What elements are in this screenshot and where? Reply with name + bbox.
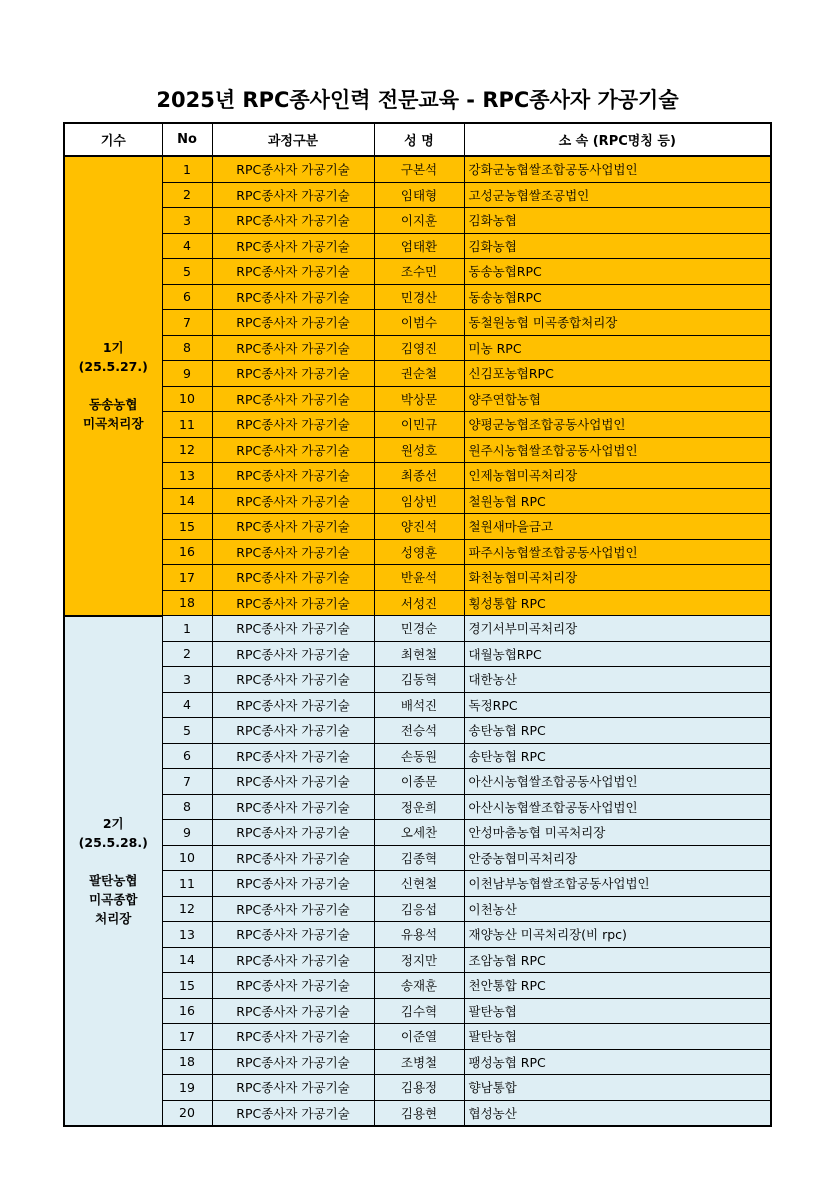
- row-affiliation: 신김포농협RPC: [464, 361, 771, 387]
- cohort-cell: [64, 616, 162, 1127]
- row-affiliation: 협성농산: [464, 1100, 771, 1126]
- table-row: [64, 1049, 771, 1075]
- table-row: [64, 182, 771, 208]
- row-no: 11: [162, 412, 212, 438]
- cohort-line: 팔탄농협: [89, 872, 138, 888]
- row-affiliation: 아산시농협쌀조합공동사업법인: [464, 769, 771, 795]
- row-course: RPC종사자 가공기술: [212, 998, 374, 1024]
- row-name: 김용현: [374, 1100, 464, 1126]
- table-row: [64, 437, 771, 463]
- row-course: RPC종사자 가공기술: [212, 565, 374, 591]
- row-course: RPC종사자 가공기술: [212, 488, 374, 514]
- row-name: 신현철: [374, 871, 464, 897]
- row-name: 이민규: [374, 412, 464, 438]
- row-affiliation: 향남통합: [464, 1075, 771, 1101]
- row-affiliation: 철원새마을금고: [464, 514, 771, 540]
- table-row: [64, 488, 771, 514]
- row-affiliation: 인제농협미곡처리장: [464, 463, 771, 489]
- row-no: 11: [162, 871, 212, 897]
- row-no: 6: [162, 743, 212, 769]
- table-row: [64, 412, 771, 438]
- row-name: 서성진: [374, 590, 464, 616]
- cohort-line: 처리장: [95, 910, 132, 926]
- cohort-line: (25.5.27.): [78, 359, 148, 375]
- row-name: 정운희: [374, 794, 464, 820]
- cohort-line: 미곡종합: [89, 891, 138, 907]
- row-course: RPC종사자 가공기술: [212, 871, 374, 897]
- row-no: 12: [162, 437, 212, 463]
- row-name: 임태형: [374, 182, 464, 208]
- row-name: 조수민: [374, 259, 464, 285]
- page-title: 2025년 RPC종사인력 전문교육 - RPC종사자 가공기술: [156, 88, 679, 112]
- table-body: [64, 156, 771, 1126]
- row-no: 12: [162, 896, 212, 922]
- row-course: RPC종사자 가공기술: [212, 590, 374, 616]
- table-row: [64, 998, 771, 1024]
- cohort-line: 2기: [102, 815, 124, 831]
- row-course: RPC종사자 가공기술: [212, 947, 374, 973]
- row-affiliation: 아산시농협쌀조합공동사업법인: [464, 794, 771, 820]
- row-affiliation: 미농 RPC: [464, 335, 771, 361]
- row-name: 김수혁: [374, 998, 464, 1024]
- table-row: [64, 1075, 771, 1101]
- row-course: RPC종사자 가공기술: [212, 896, 374, 922]
- row-course: RPC종사자 가공기술: [212, 514, 374, 540]
- row-affiliation: 독정RPC: [464, 692, 771, 718]
- table-row: [64, 208, 771, 234]
- row-name: 이준열: [374, 1024, 464, 1050]
- row-name: 오세찬: [374, 820, 464, 846]
- row-name: 이범수: [374, 310, 464, 336]
- row-affiliation: 동철원농협 미곡종합처리장: [464, 310, 771, 336]
- row-no: 9: [162, 820, 212, 846]
- table-row: [64, 284, 771, 310]
- row-name: 조병철: [374, 1049, 464, 1075]
- header-cohort: 기수: [64, 123, 162, 156]
- row-affiliation: 철원농협 RPC: [464, 488, 771, 514]
- row-affiliation: 송탄농협 RPC: [464, 743, 771, 769]
- row-affiliation: 동송농협RPC: [464, 284, 771, 310]
- row-course: RPC종사자 가공기술: [212, 310, 374, 336]
- row-name: 권순철: [374, 361, 464, 387]
- row-no: 1: [162, 156, 212, 182]
- table-row: [64, 973, 771, 999]
- row-name: 성영훈: [374, 539, 464, 565]
- table-row: [64, 590, 771, 616]
- row-no: 4: [162, 233, 212, 259]
- row-course: RPC종사자 가공기술: [212, 769, 374, 795]
- row-course: RPC종사자 가공기술: [212, 820, 374, 846]
- table-row: [64, 259, 771, 285]
- cohort-line: [65, 376, 162, 395]
- row-affiliation: 동송농협RPC: [464, 259, 771, 285]
- row-name: 반윤석: [374, 565, 464, 591]
- row-affiliation: 이천남부농협쌀조합공동사업법인: [464, 871, 771, 897]
- table-row: [64, 310, 771, 336]
- row-no: 14: [162, 947, 212, 973]
- row-course: RPC종사자 가공기술: [212, 361, 374, 387]
- row-no: 18: [162, 1049, 212, 1075]
- row-course: RPC종사자 가공기술: [212, 284, 374, 310]
- table-row: [64, 947, 771, 973]
- row-affiliation: 파주시농협쌀조합공동사업법인: [464, 539, 771, 565]
- row-no: 9: [162, 361, 212, 387]
- header-course: 과정구분: [212, 123, 374, 156]
- row-affiliation: 양주연합농협: [464, 386, 771, 412]
- row-name: 유용석: [374, 922, 464, 948]
- table-row: [64, 539, 771, 565]
- table-row: [64, 361, 771, 387]
- cohort-line: 동송농협: [89, 397, 138, 413]
- row-course: RPC종사자 가공기술: [212, 1100, 374, 1126]
- table-row: [64, 1100, 771, 1126]
- row-name: 김응섭: [374, 896, 464, 922]
- header-name: 성 명: [374, 123, 464, 156]
- row-course: RPC종사자 가공기술: [212, 743, 374, 769]
- table-row: [64, 514, 771, 540]
- row-no: 10: [162, 386, 212, 412]
- header-affiliation: 소 속 (RPC명칭 등): [464, 123, 771, 156]
- row-affiliation: 김화농협: [464, 233, 771, 259]
- row-affiliation: 고성군농협쌀조공법인: [464, 182, 771, 208]
- row-name: 민경산: [374, 284, 464, 310]
- row-course: RPC종사자 가공기술: [212, 463, 374, 489]
- cohort-line: 1기: [102, 340, 124, 356]
- table-row: [64, 896, 771, 922]
- row-name: 최현철: [374, 641, 464, 667]
- row-no: 1: [162, 616, 212, 642]
- row-no: 2: [162, 182, 212, 208]
- row-no: 15: [162, 973, 212, 999]
- table-row: [64, 463, 771, 489]
- table-row: [64, 820, 771, 846]
- table-row: [64, 335, 771, 361]
- row-name: 김종혁: [374, 845, 464, 871]
- row-no: 2: [162, 641, 212, 667]
- row-course: RPC종사자 가공기술: [212, 1049, 374, 1075]
- table-row: [64, 922, 771, 948]
- row-affiliation: 경기서부미곡처리장: [464, 616, 771, 642]
- row-name: 송재훈: [374, 973, 464, 999]
- row-name: 양진석: [374, 514, 464, 540]
- row-course: RPC종사자 가공기술: [212, 156, 374, 182]
- row-name: 손동원: [374, 743, 464, 769]
- row-affiliation: 강화군농협쌀조합공동사업법인: [464, 156, 771, 182]
- row-course: RPC종사자 가공기술: [212, 539, 374, 565]
- row-course: RPC종사자 가공기술: [212, 1075, 374, 1101]
- table-row: [64, 718, 771, 744]
- row-no: 7: [162, 310, 212, 336]
- table-row: [64, 641, 771, 667]
- row-no: 13: [162, 463, 212, 489]
- row-affiliation: 안중농협미곡처리장: [464, 845, 771, 871]
- table-row: [64, 565, 771, 591]
- cohort-line: [65, 852, 162, 871]
- row-affiliation: 안성마춤농협 미곡처리장: [464, 820, 771, 846]
- row-no: 8: [162, 794, 212, 820]
- row-affiliation: 대월농협RPC: [464, 641, 771, 667]
- row-name: 최종선: [374, 463, 464, 489]
- row-no: 13: [162, 922, 212, 948]
- row-no: 5: [162, 259, 212, 285]
- table-row: [64, 769, 771, 795]
- row-course: RPC종사자 가공기술: [212, 412, 374, 438]
- row-course: RPC종사자 가공기술: [212, 794, 374, 820]
- table-row: [64, 845, 771, 871]
- row-no: 20: [162, 1100, 212, 1126]
- row-course: RPC종사자 가공기술: [212, 335, 374, 361]
- row-no: 4: [162, 692, 212, 718]
- table-row: [64, 871, 771, 897]
- row-affiliation: 조암농협 RPC: [464, 947, 771, 973]
- table-row: [64, 794, 771, 820]
- row-name: 배석진: [374, 692, 464, 718]
- row-name: 민경순: [374, 616, 464, 642]
- row-course: RPC종사자 가공기술: [212, 208, 374, 234]
- row-affiliation: 대한농산: [464, 667, 771, 693]
- row-affiliation: 양평군농협조합공동사업법인: [464, 412, 771, 438]
- row-name: 엄태환: [374, 233, 464, 259]
- row-name: 이지훈: [374, 208, 464, 234]
- table-row: [64, 156, 771, 182]
- row-no: 17: [162, 565, 212, 591]
- cohort-line: 미곡처리장: [83, 416, 144, 432]
- row-affiliation: 팽성농협 RPC: [464, 1049, 771, 1075]
- row-course: RPC종사자 가공기술: [212, 973, 374, 999]
- row-name: 김영진: [374, 335, 464, 361]
- row-affiliation: 이천농산: [464, 896, 771, 922]
- row-no: 7: [162, 769, 212, 795]
- row-no: 10: [162, 845, 212, 871]
- row-no: 19: [162, 1075, 212, 1101]
- table-row: [64, 386, 771, 412]
- row-name: 박상문: [374, 386, 464, 412]
- row-name: 임상빈: [374, 488, 464, 514]
- trainee-table: [63, 122, 772, 1127]
- row-course: RPC종사자 가공기술: [212, 922, 374, 948]
- cohort-cell: [64, 156, 162, 616]
- row-affiliation: 화천농협미곡처리장: [464, 565, 771, 591]
- row-name: 정지만: [374, 947, 464, 973]
- row-no: 6: [162, 284, 212, 310]
- row-no: 8: [162, 335, 212, 361]
- table-row: [64, 743, 771, 769]
- row-course: RPC종사자 가공기술: [212, 845, 374, 871]
- row-name: 이종문: [374, 769, 464, 795]
- row-no: 3: [162, 208, 212, 234]
- row-course: RPC종사자 가공기술: [212, 718, 374, 744]
- table-row: [64, 616, 771, 642]
- row-name: 김용정: [374, 1075, 464, 1101]
- row-course: RPC종사자 가공기술: [212, 1024, 374, 1050]
- row-no: 17: [162, 1024, 212, 1050]
- table-row: [64, 1024, 771, 1050]
- row-course: RPC종사자 가공기술: [212, 182, 374, 208]
- row-affiliation: 횡성통합 RPC: [464, 590, 771, 616]
- row-affiliation: 재양농산 미곡처리장(비 rpc): [464, 922, 771, 948]
- row-course: RPC종사자 가공기술: [212, 641, 374, 667]
- row-course: RPC종사자 가공기술: [212, 233, 374, 259]
- row-course: RPC종사자 가공기술: [212, 667, 374, 693]
- row-name: 구본석: [374, 156, 464, 182]
- header-no: No: [162, 123, 212, 156]
- row-affiliation: 송탄농협 RPC: [464, 718, 771, 744]
- row-name: 전승석: [374, 718, 464, 744]
- row-no: 16: [162, 998, 212, 1024]
- table-row: [64, 667, 771, 693]
- row-course: RPC종사자 가공기술: [212, 386, 374, 412]
- row-affiliation: 천안통합 RPC: [464, 973, 771, 999]
- row-no: 5: [162, 718, 212, 744]
- row-no: 15: [162, 514, 212, 540]
- table-row: [64, 692, 771, 718]
- row-course: RPC종사자 가공기술: [212, 259, 374, 285]
- cohort-line: (25.5.28.): [78, 834, 148, 850]
- row-no: 16: [162, 539, 212, 565]
- row-no: 3: [162, 667, 212, 693]
- table-header-row: [64, 123, 771, 156]
- row-name: 김동혁: [374, 667, 464, 693]
- row-name: 원성호: [374, 437, 464, 463]
- table-row: [64, 233, 771, 259]
- row-course: RPC종사자 가공기술: [212, 437, 374, 463]
- row-affiliation: 원주시농협쌀조합공동사업법인: [464, 437, 771, 463]
- row-no: 14: [162, 488, 212, 514]
- row-affiliation: 팔탄농협: [464, 1024, 771, 1050]
- row-course: RPC종사자 가공기술: [212, 692, 374, 718]
- row-affiliation: 팔탄농협: [464, 998, 771, 1024]
- row-no: 18: [162, 590, 212, 616]
- row-course: RPC종사자 가공기술: [212, 616, 374, 642]
- row-affiliation: 김화농협: [464, 208, 771, 234]
